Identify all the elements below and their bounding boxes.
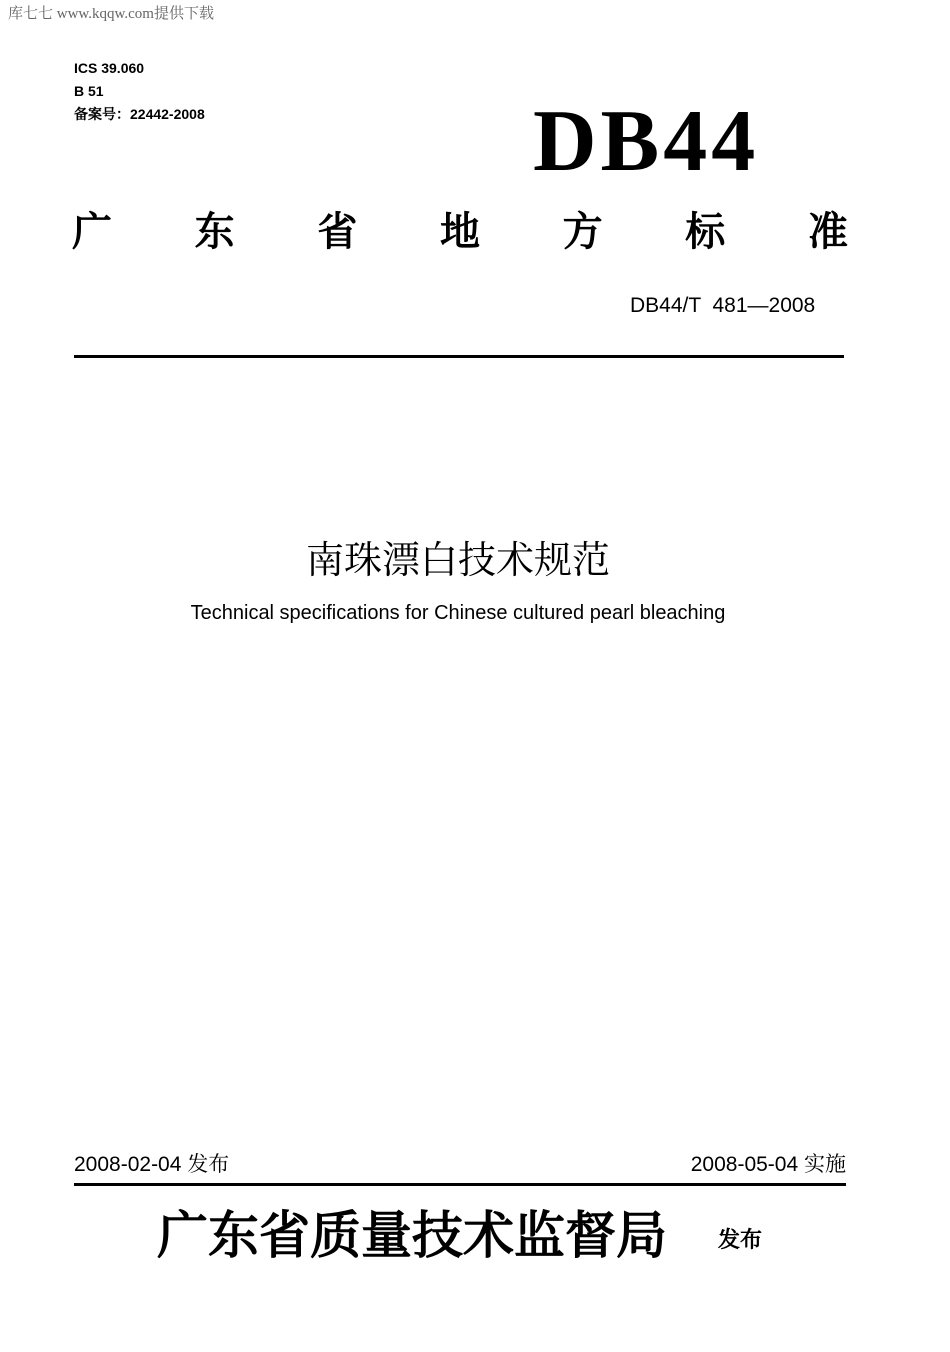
standard-type-char: 地 [439, 210, 480, 254]
standard-type-char: 准 [807, 210, 848, 254]
record-number: 备案号：22442-2008 [74, 106, 205, 122]
standard-type-char: 东 [194, 210, 235, 254]
document-title-english: Technical specifications for Chinese cultured pearl bleaching [190, 602, 726, 624]
implementation-date: 2008-05-04 实施 [690, 1153, 846, 1176]
document-title-chinese: 南珠漂白技术规范 [305, 540, 610, 582]
standard-type-char: 方 [562, 210, 603, 254]
standard-number: DB44/T 481—2008 [630, 294, 816, 317]
download-watermark: 库七七 www.kqqw.com提供下载 [8, 6, 214, 22]
standard-type-char: 广 [72, 210, 112, 254]
standard-type-heading [72, 212, 848, 252]
standard-type-char: 标 [685, 210, 726, 254]
issue-date: 2008-02-04 发布 [74, 1153, 230, 1176]
standard-logo: DB44 [533, 93, 760, 190]
top-divider [74, 355, 844, 358]
ccs-code: B 51 [74, 83, 104, 99]
standard-type-char: 省 [317, 210, 358, 254]
ics-code: ICS 39.060 [74, 60, 145, 76]
publisher-action: 发布 [718, 1227, 763, 1252]
bottom-divider [74, 1183, 846, 1186]
publisher-name: 广东省质量技术监督局 [157, 1209, 668, 1265]
